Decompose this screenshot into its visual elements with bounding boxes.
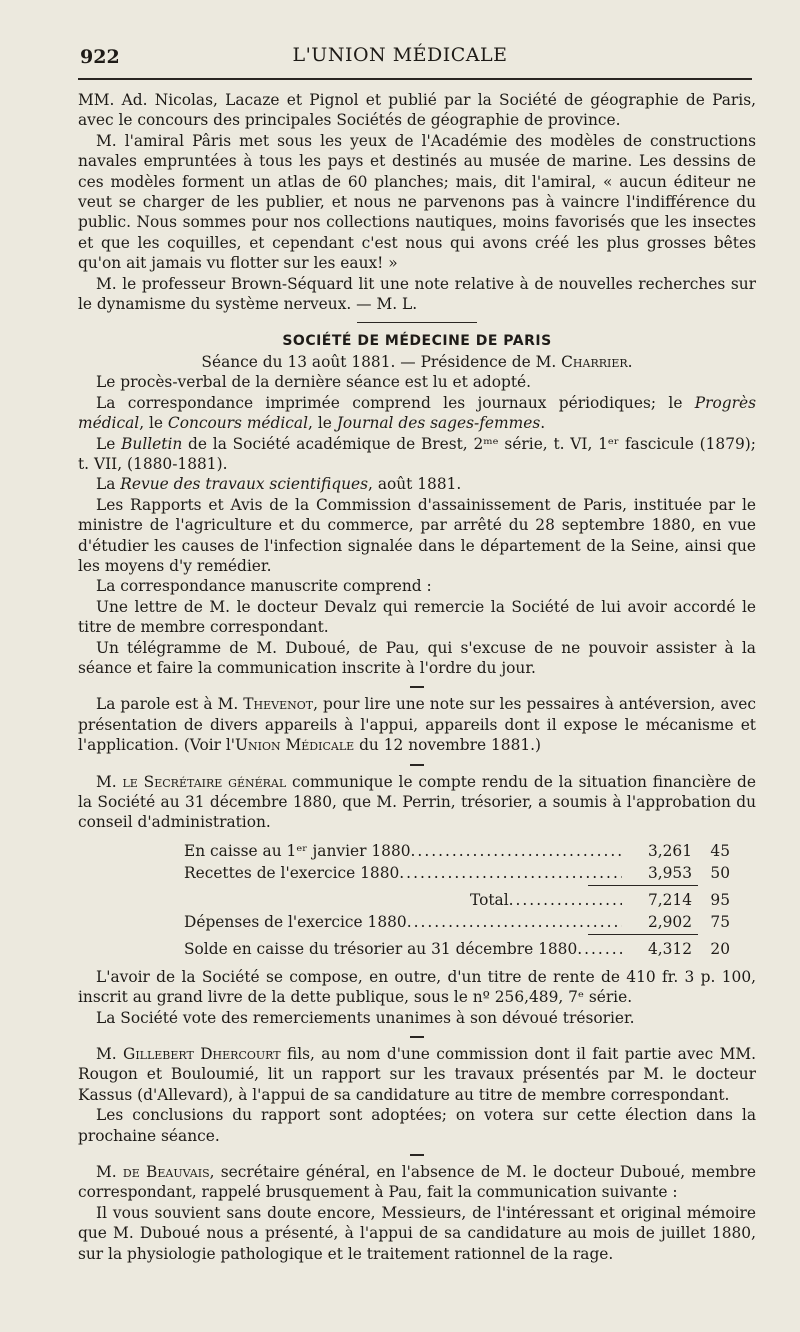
account-label: Total	[470, 890, 509, 909]
seance-text: Séance du 13 août 1881. — Présidence de M.	[201, 352, 562, 371]
text-span: La parole est à M.	[96, 695, 244, 714]
account-row-solde	[78, 939, 756, 961]
amount-francs: 3,953	[647, 863, 692, 882]
leader-dots	[577, 939, 622, 959]
paragraph-correspondance	[78, 393, 756, 434]
header-rule	[78, 78, 752, 80]
account-row-total	[78, 890, 756, 912]
separator-dash	[410, 1036, 424, 1038]
president-name: Charrier	[561, 352, 628, 371]
text-span: La correspondance imprimée comprend les journaux périodiques; le	[96, 393, 695, 412]
speaker-name: le Secrétaire général	[122, 772, 287, 791]
amount-centimes: 50	[710, 863, 730, 882]
text-span: du 12 novembre 1881.)	[354, 736, 542, 755]
text-span: communique le compte rendu de la situation financière de la Société au 31 décembre 1880, que M. Perrin, trésorier, a soumis à l'approbation du conseil d'administration.	[78, 772, 756, 832]
paragraph-bulletin	[78, 434, 756, 475]
text-span: M.	[96, 772, 123, 791]
journal-title: Bulletin	[121, 434, 183, 453]
seance-line	[78, 352, 756, 372]
journal-title: Concours médical	[167, 414, 309, 433]
text-span: M.	[96, 1045, 124, 1064]
amount-francs: 4,312	[647, 939, 692, 958]
account-label: Solde en caisse du trésorier au 31 décembre 1880	[184, 939, 578, 958]
leader-dots	[411, 841, 622, 861]
separator-dash	[410, 1154, 424, 1156]
speaker-name: de Beauvais	[122, 1163, 210, 1182]
paragraph-manuscrite: La correspondance manuscrite comprend :	[96, 577, 432, 596]
section-title: SOCIÉTÉ DE MÉDECINE DE PARIS	[282, 333, 552, 350]
text-span: , le	[308, 414, 337, 433]
text-span: , août 1881.	[368, 475, 462, 494]
amount-centimes: 20	[710, 939, 730, 958]
paragraph-intro-2: M. l'amiral Pâris met sous les yeux de l'Académie des modèles de constructions navales empruntées à tous les pays et destinés au musée de marine. Les dessins de ces modèles forment un atlas de 60 planches; mais, dit l'amiral, « aucun éditeur ne veut se charger de les publier, et nous ne parvenons pas à vaincre l'indifférence du public. Nous sommes pour nos collections nautiques, moins favorisés que les insectes et que les coquilles, et cependant c'est nous qui avons créé les plus grosses bêtes qu'on ait jamais vu flotter sur les eaux! »	[78, 131, 756, 273]
speaker-name: Gillebert Dhercourt	[123, 1045, 281, 1064]
text-span: fils, au nom d'une commission dont il fait partie avec MM. Rougon et Bouloumié, lit un rapport sur les travaux présentés par M. le docteur Kassus (d'Allevard), à l'appui de sa candidature au titre de membre correspondant.	[78, 1045, 756, 1104]
account-row	[78, 841, 756, 863]
account-label: En caisse au 1ᵉʳ janvier 1880	[184, 841, 411, 860]
separator-dash	[410, 764, 424, 766]
paragraph-rapports: Les Rapports et Avis de la Commission d'assainissement de Paris, instituée par le ministre de l'agriculture et du commerce, par arrêté du 28 septembre 1880, en vue d'étudier les causes de l'infection signalée dans le département de la Seine, ainsi que les moyens d'y remédier.	[78, 495, 756, 575]
journal-title: Revue des travaux scientifiques	[120, 475, 369, 494]
article-body	[78, 90, 756, 1264]
text-span: , secrétaire général, en l'absence de M. le docteur Duboué, membre correspondant, rappelé brusquement à Pau, fait la communication suivante :	[78, 1163, 757, 1202]
amount-francs: 2,902	[647, 912, 692, 931]
speaker-name: Thevenot	[243, 695, 314, 714]
account-label: Dépenses de l'exercice 1880	[184, 912, 407, 931]
leader-dots	[509, 890, 622, 910]
journal-title: Progrès médical	[78, 393, 756, 433]
amount-francs: 3,261	[647, 841, 692, 860]
running-title: L'UNION MÉDICALE	[292, 44, 508, 66]
amount-centimes: 45	[710, 841, 730, 860]
text-span: , pour lire une note sur les pessaires à antéversion, avec présentation de divers appareils à l'appui, appareils dont il expose le mécanisme et l'application. (Voir l'	[78, 695, 756, 755]
paragraph-gillebert	[78, 1044, 756, 1105]
paragraph-intro-3: M. le professeur Brown-Séquard lit une note relative à de nouvelles recherches sur le dynamisme du système nerveux. — M. L.	[78, 274, 756, 314]
paragraph-devalz: Une lettre de M. le docteur Devalz qui remercie la Société de lui avoir accordé le titre de membre correspondant.	[78, 597, 756, 637]
paragraph-revue	[78, 474, 756, 494]
text-span: , le	[139, 414, 168, 433]
seance-end: .	[627, 352, 633, 371]
paragraph-conclusions: Les conclusions du rapport sont adoptées; on votera sur cette élection dans la prochaine séance.	[78, 1106, 756, 1145]
leader-dots	[407, 912, 622, 932]
paragraph-beauvais	[78, 1162, 756, 1203]
text-span: Le	[96, 434, 122, 453]
text-span: La	[96, 475, 121, 494]
account-row	[78, 912, 756, 934]
paragraph-avoir: L'avoir de la Société se compose, en outre, d'un titre de rente de 410 fr. 3 p. 100, inscrit au grand livre de la dette publique, sous le nº 256,489, 7ᵉ série.	[78, 967, 756, 1007]
journal-title: Journal des sages-femmes	[336, 414, 541, 433]
separator-dash	[410, 686, 424, 688]
text-span: M.	[96, 1163, 123, 1182]
paragraph-intro-1: MM. Ad. Nicolas, Lacaze et Pignol et publié par la Société de géographie de Paris, avec le concours des principales Sociétés de géographie de province.	[78, 91, 756, 130]
text-span: .	[540, 414, 546, 433]
text-span: de la Société académique de Brest, 2ᵐᵉ série, t. VI, 1ᵉʳ fascicule (1879); t. VII, (1880-1881).	[78, 434, 756, 473]
paragraph-vote: La Société vote des remerciements unanimes à son dévoué trésorier.	[96, 1008, 635, 1027]
amount-centimes: 95	[710, 890, 730, 909]
paragraph-duboue: Un télégramme de M. Duboué, de Pau, qui s'excuse de ne pouvoir assister à la séance et faire la communication inscrite à l'ordre du jour.	[78, 638, 756, 677]
amount-francs: 7,214	[647, 890, 692, 909]
page-number: 922	[80, 46, 120, 68]
section-divider	[357, 322, 477, 323]
accounts-table	[78, 841, 756, 961]
journal-title: Union Médicale	[235, 736, 355, 755]
account-label: Recettes de l'exercice 1880	[184, 863, 400, 882]
paragraph-souvenir: Il vous souvient sans doute encore, Messieurs, de l'intéressant et original mémoire que M. Duboué nous a présenté, à l'appui de sa candidature au mois de juillet 1880, sur la physiologie pathologique et le traitement rationnel de la rage.	[78, 1203, 756, 1263]
amount-centimes: 75	[710, 912, 730, 931]
page-header	[0, 40, 800, 74]
paragraph-secretaire	[78, 772, 756, 833]
paragraph-proces-verbal: Le procès-verbal de la dernière séance est lu et adopté.	[96, 373, 532, 392]
paragraph-thevenot	[78, 694, 756, 755]
leader-dots	[399, 863, 622, 883]
account-row	[78, 863, 756, 885]
